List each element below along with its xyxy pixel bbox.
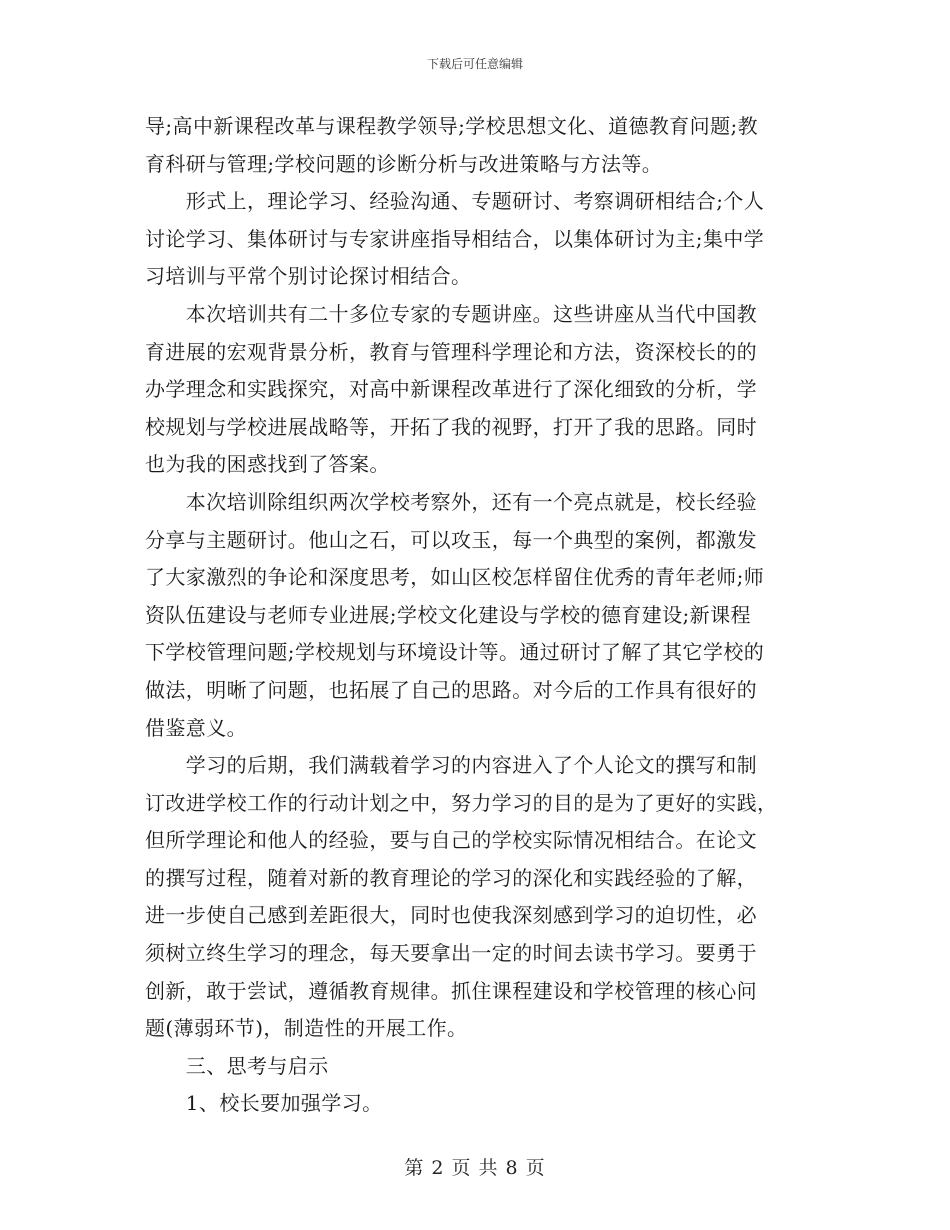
text-line: 三、思考与启示 (145, 1053, 329, 1078)
text-line: 但所学理论和他人的经验，要与自己的学校实际情况相结合。在论文 (145, 828, 757, 853)
text-line: 的撰写过程，随着对新的教育理论的学习的深化和实践经验的了解， (145, 865, 757, 890)
text-line: 须树立终生学习的理念，每天要拿出一定的时间去读书学习。要勇于 (145, 941, 757, 966)
paragraph (145, 1085, 807, 1123)
paragraph (145, 183, 807, 296)
paragraph (145, 747, 807, 1048)
text-line: 分享与主题研讨。他山之石，可以攻玉，每一个典型的案例，都激发 (145, 527, 757, 552)
text-line: 本次培训除组织两次学校考察外，还有一个亮点就是，校长经验 (145, 489, 757, 514)
text-line: 校规划与学校进展战略等，开拓了我的视野，打开了我的思路。同时 (145, 414, 757, 439)
text-line: 订改进学校工作的行动计划之中，努力学习的目的是为了更好的实践， (145, 790, 778, 815)
text-line: 创新，敢于尝试，遵循教育规律。抓住课程建设和学校管理的核心问 (145, 978, 757, 1003)
page-number-footer: 第 2 页 共 8 页 (404, 1157, 546, 1179)
text-line: 习培训与平常个别讨论探讨相结合。 (145, 264, 472, 289)
paragraph (145, 1048, 807, 1086)
text-line: 本次培训共有二十多位专家的专题讲座。这些讲座从当代中国教 (145, 301, 757, 326)
text-line: 题(薄弱环节)，制造性的开展工作。 (145, 1016, 468, 1041)
paragraph (145, 296, 807, 484)
document-body (145, 108, 807, 1123)
text-line: 也为我的困惑找到了答案。 (145, 452, 390, 477)
text-line: 资队伍建设与老师专业进展;学校文化建设与学校的德育建设;新课程 (145, 602, 751, 627)
text-line: 进一步使自己感到差距很大，同时也使我深刻感到学习的迫切性，必 (145, 903, 757, 928)
paragraph (145, 484, 807, 747)
text-line: 形式上，理论学习、经验沟通、专题研讨、考察调研相结合;个人 (145, 189, 765, 214)
text-line: 借鉴意义。 (145, 715, 247, 740)
text-line: 了大家激烈的争论和深度思考，如山区校怎样留住优秀的青年老师;师 (145, 565, 765, 590)
text-line: 育科研与管理;学校问题的诊断分析与改进策略与方法等。 (145, 151, 663, 176)
text-line: 做法，明晰了问题，也拓展了自己的思路。对今后的工作具有很好的 (145, 677, 757, 702)
text-line: 讨论学习、集体研讨与专家讲座指导相结合，以集体研讨为主;集中学 (145, 226, 765, 251)
page-header: 下载后可任意编辑 (426, 57, 523, 71)
text-line: 1、校长要加强学习。 (145, 1091, 383, 1116)
text-line: 下学校管理问题;学校规划与环境设计等。通过研讨了解了其它学校的 (145, 640, 765, 665)
text-line: 导;高中新课程改革与课程教学领导;学校思想文化、道德教育问题;教 (145, 114, 759, 138)
paragraph (145, 108, 807, 183)
text-line: 学习的后期，我们满载着学习的内容进入了个人论文的撰写和制 (145, 753, 757, 778)
text-line: 育进展的宏观背景分析，教育与管理科学理论和方法，资深校长的的 (145, 339, 757, 364)
text-line: 办学理念和实践探究，对高中新课程改革进行了深化细致的分析，学 (145, 377, 757, 402)
